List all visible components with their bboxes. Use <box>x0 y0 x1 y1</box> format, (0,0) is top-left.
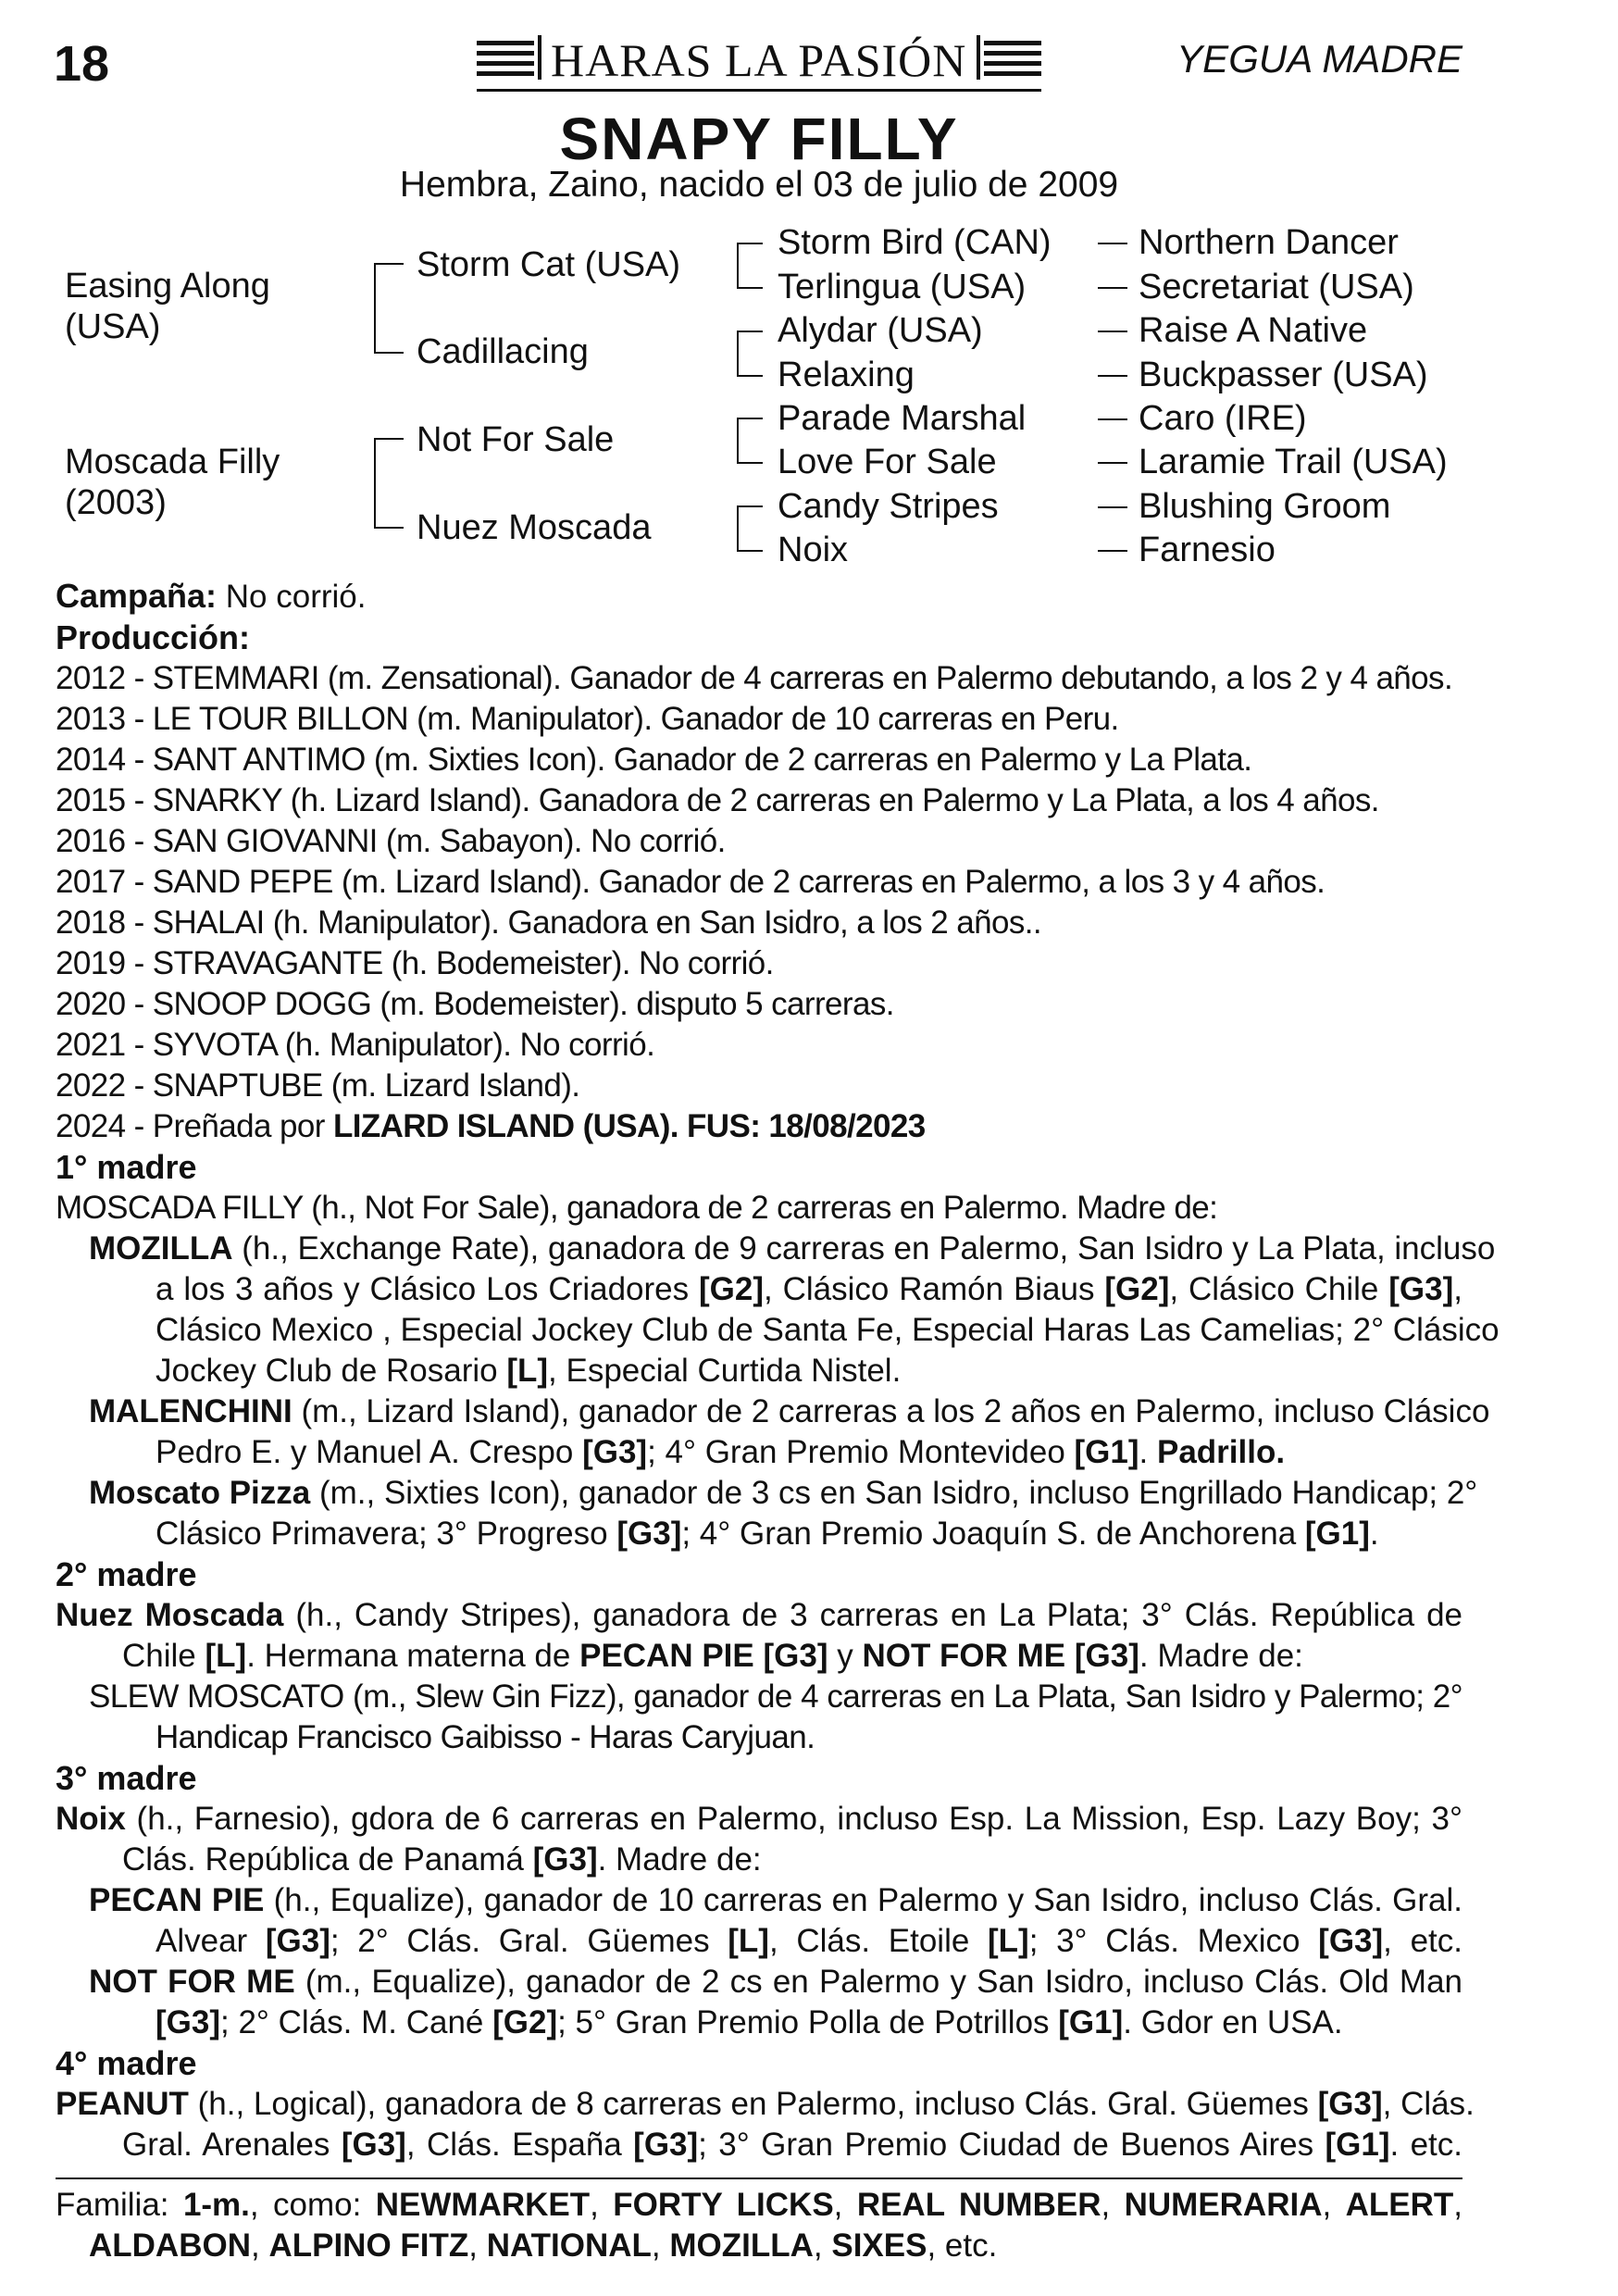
text: (m., Equalize), ganador de 2 cs en Palermo y San Isidro, incluso Clás. Old Man <box>294 1964 1462 2000</box>
dam4-line-1 <box>56 2084 1475 2125</box>
footer-rule <box>56 2177 1462 2179</box>
dam1-heading: 1° madre <box>56 1148 197 1186</box>
family-label: Familia: <box>56 2187 183 2223</box>
text: y <box>828 1638 863 1674</box>
pecan-line-1 <box>56 1880 1462 1921</box>
pedigree-gen3-4: Relaxing <box>778 356 915 394</box>
bracket-g3-4 <box>737 505 763 552</box>
text: Jockey Club de Rosario <box>156 1353 507 1389</box>
text: a los 3 años y Clásico Los Criadores <box>156 1271 699 1307</box>
text: (h., Candy Stripes), ganadora de 3 carreras en La Plata; 3° Clás. República de <box>283 1597 1463 1633</box>
nfm-name: NOT FOR ME <box>89 1964 295 2000</box>
family-name: FORTY LICKS <box>613 2187 834 2223</box>
production-item: 2019 - STRAVAGANTE (h. Bodemeister). No corrió. <box>56 945 774 981</box>
stallion-note: Padrillo. <box>1156 1434 1286 1470</box>
text: , <box>1322 2187 1346 2223</box>
family-name: REAL NUMBER <box>856 2187 1101 2223</box>
dash-g4-2 <box>1098 287 1127 289</box>
pecan-line-2 <box>56 1921 1462 1962</box>
dam4-name: PEANUT <box>56 2086 189 2122</box>
malenchini-name: MALENCHINI <box>89 1393 292 1429</box>
dam3-line-1 <box>56 1799 1462 1840</box>
malenchini-line-1 <box>56 1391 1490 1432</box>
pedigree-gen4-3: Raise A Native <box>1139 311 1368 350</box>
malenchini-line-2 <box>56 1432 1462 1473</box>
text: ; 2° Clás. Gral. Güemes <box>330 1923 728 1959</box>
body-text <box>56 576 1500 2165</box>
production-pregnant <box>56 1106 1462 1147</box>
brand-bar-left <box>538 35 541 80</box>
pedigree-gen3-6: Love For Sale <box>778 443 997 481</box>
pedigree-gen2-3: Not For Sale <box>417 420 615 459</box>
family-number: 1-m. <box>182 2187 250 2223</box>
family-name: ALDABON <box>89 2227 251 2264</box>
text: , etc. <box>1383 1923 1462 1959</box>
text: . Madre de: <box>1139 1638 1303 1674</box>
family-name: SIXES <box>831 2227 927 2264</box>
text: . Hermana materna de <box>246 1638 580 1674</box>
mozilla-line-2 <box>56 1269 1462 1310</box>
text: , <box>250 2227 269 2264</box>
text: ; 5° Gran Premio Polla de Potrillos <box>557 2004 1059 2040</box>
pedigree-gen4-5: Caro (IRE) <box>1139 399 1307 438</box>
dash-g4-4 <box>1098 375 1127 377</box>
family-name: NATIONAL <box>486 2227 652 2264</box>
production-item: 2022 - SNAPTUBE (m. Lizard Island). <box>56 1067 580 1104</box>
text: , <box>813 2227 832 2264</box>
production-item: 2018 - SHALAI (h. Manipulator). Ganadora en San Isidro, a los 2 años.. <box>56 905 1042 941</box>
text: , como: <box>249 2187 376 2223</box>
grade: [L] <box>988 1923 1029 1959</box>
text: , Especial Curtida Nistel. <box>548 1353 902 1389</box>
brand-name: HARAS LA PASIÓN <box>551 34 967 86</box>
text: (m., Sixties Icon), ganador de 3 cs en San Isidro, incluso Engrillado Handicap; 2° <box>310 1475 1478 1511</box>
dam3-name: Noix <box>56 1801 126 1837</box>
pedigree-gen4-6: Laramie Trail (USA) <box>1139 443 1448 481</box>
text: (h., Logical), ganadora de 8 carreras en Palermo, incluso Clás. Gral. Güemes <box>188 2086 1318 2122</box>
grade: [G3] <box>1388 1271 1454 1307</box>
dam3-line-2 <box>56 1840 1462 1880</box>
grade: [G3] <box>265 1923 330 1959</box>
grade: [L] <box>506 1353 549 1389</box>
grade: [G2] <box>1104 1271 1170 1307</box>
dam2-line-2 <box>56 1636 1462 1677</box>
grade: [G2] <box>699 1271 764 1307</box>
dam3-heading: 3° madre <box>56 1759 197 1797</box>
pedigree-sire: Easing Along <box>65 267 270 306</box>
grade: [G3] <box>341 2127 406 2163</box>
pedigree-gen4-4: Buckpasser (USA) <box>1139 356 1428 394</box>
category-label: YEGUA MADRE <box>1176 37 1462 81</box>
text: , <box>833 2187 857 2223</box>
dam2-line-1 <box>56 1595 1462 1636</box>
pedigree-gen2-4: Nuez Moscada <box>417 508 652 547</box>
family-name: ALPINO FITZ <box>268 2227 469 2264</box>
sibling-name: PECAN PIE [G3] <box>579 1638 828 1674</box>
pedigree-gen3-7: Candy Stripes <box>778 487 999 526</box>
pedigree-gen2-2: Cadillacing <box>417 332 589 371</box>
pizza-line-1 <box>56 1473 1478 1514</box>
text: ; 2° Clás. M. Cané <box>220 2004 493 2040</box>
pedigree-gen4-7: Blushing Groom <box>1139 487 1391 526</box>
text: , <box>468 2227 487 2264</box>
pregnant-detail: LIZARD ISLAND (USA). FUS: 18/08/2023 <box>332 1108 926 1144</box>
family-name: MOZILLA <box>669 2227 814 2264</box>
pedigree-gen3-8: Noix <box>778 530 849 569</box>
text: Pedro E. y Manuel A. Crespo <box>156 1434 583 1470</box>
grade: [G3] <box>616 1516 682 1552</box>
page-number: 18 <box>54 36 110 92</box>
brand-lines-right <box>984 41 1041 81</box>
grade: [L] <box>205 1638 247 1674</box>
text: , <box>651 2227 670 2264</box>
text: ; 3° Gran Premio Ciudad de Buenos Aires <box>698 2127 1326 2163</box>
pedigree-gen4-1: Northern Dancer <box>1139 223 1399 262</box>
nfm-line-2 <box>56 2003 1462 2043</box>
brand-underline <box>477 89 1041 92</box>
production-item: 2017 - SAND PEPE (m. Lizard Island). Ganador de 2 carreras en Palermo, a los 3 y 4 años. <box>56 864 1326 900</box>
pedigree-gen2-1: Storm Cat (USA) <box>417 245 681 284</box>
grade: [G3] <box>633 2127 699 2163</box>
grade: [G3] <box>156 2004 220 2040</box>
pedigree-sire-origin: (USA) <box>65 307 161 346</box>
mozilla-line-4 <box>56 1351 1462 1391</box>
text: . Madre de: <box>597 1841 762 1878</box>
pedigree-gen3-2: Terlingua (USA) <box>778 268 1027 306</box>
text: ; 4° Gran Premio Montevideo <box>647 1434 1075 1470</box>
dash-g4-8 <box>1098 550 1127 552</box>
pedigree-gen3-5: Parade Marshal <box>778 399 1027 438</box>
brand-bar-right <box>977 35 980 80</box>
text: , etc. <box>927 2227 998 2264</box>
mozilla-line-1 <box>56 1229 1496 1269</box>
pregnant-prefix: 2024 - Preñada por <box>56 1108 333 1144</box>
campaign-text: No corrió. <box>217 579 367 615</box>
bracket-sire <box>374 263 404 354</box>
pedigree-gen4-2: Secretariat (USA) <box>1139 268 1414 306</box>
dam2-name: Nuez Moscada <box>56 1597 284 1633</box>
production-item: 2013 - LE TOUR BILLON (m. Manipulator). Ganador de 10 carreras en Peru. <box>56 701 1119 737</box>
brand-lines-left <box>477 41 534 81</box>
campaign-label: Campaña: <box>56 577 218 615</box>
slew-line-1: SLEW MOSCATO (m., Slew Gin Fizz), ganador de 4 carreras en La Plata, San Isidro y Palermo; 2° <box>89 1678 1462 1715</box>
text: Alvear <box>156 1923 266 1959</box>
dam2-heading: 2° madre <box>56 1555 197 1593</box>
text: , Clásico Chile <box>1169 1271 1389 1307</box>
grade: [G1] <box>1304 1516 1370 1552</box>
grade: [G1] <box>1058 2004 1124 2040</box>
family-name: NEWMARKET <box>375 2187 591 2223</box>
text: . Gdor en USA. <box>1123 2004 1343 2040</box>
text: (m., Lizard Island), ganador de 2 carreras a los 2 años en Palermo, incluso Clásico <box>292 1393 1490 1429</box>
text: , Clás. <box>1382 2086 1475 2122</box>
text: Gral. Arenales <box>122 2127 342 2163</box>
production-item: 2015 - SNARKY (h. Lizard Island). Ganadora de 2 carreras en Palermo y La Plata, a los 4 años. <box>56 782 1379 818</box>
pizza-line-2 <box>56 1514 1462 1554</box>
dash-g4-6 <box>1098 462 1127 464</box>
text: (h., Equalize), ganador de 10 carreras en Palermo y San Isidro, incluso Clás. Gral. <box>264 1882 1462 1918</box>
dash-g4-5 <box>1098 418 1127 420</box>
sibling-name: NOT FOR ME [G3] <box>862 1638 1139 1674</box>
pizza-name: Moscato Pizza <box>89 1475 311 1511</box>
text: , Clásico Ramón Biaus <box>764 1271 1105 1307</box>
family-line-1: Familia: 1-m., como: NEWMARKET, FORTY LICKS, REAL NUMBER, NUMERARIA, ALERT, <box>56 2187 1463 2223</box>
grade: [G1] <box>1325 2127 1390 2163</box>
nfm-line-1 <box>56 1962 1462 2003</box>
family-block <box>56 2185 1462 2266</box>
text: . <box>1139 1434 1157 1470</box>
production-item: 2012 - STEMMARI (m. Zensational). Ganador de 4 carreras en Palermo debutando, a los 2 y 4 años. <box>56 660 1453 696</box>
grade: [G3] <box>532 1841 598 1878</box>
grade: [G1] <box>1074 1434 1139 1470</box>
text: , Clás. España <box>405 2127 634 2163</box>
horse-name: SNAPY FILLY <box>559 106 959 172</box>
pecan-name: PECAN PIE <box>89 1882 265 1918</box>
text: , <box>1453 1271 1462 1307</box>
production-item: 2021 - SYVOTA (h. Manipulator). No corrió. <box>56 1027 655 1063</box>
family-name: ALERT <box>1345 2187 1454 2223</box>
mozilla-name: MOZILLA <box>89 1230 233 1267</box>
horse-subtitle: Hembra, Zaino, nacido el 03 de julio de 2009 <box>399 165 1119 205</box>
family-name: NUMERARIA <box>1124 2187 1323 2223</box>
grade: [L] <box>728 1923 769 1959</box>
brand-logo <box>477 31 1041 96</box>
dam1-intro: MOSCADA FILLY (h., Not For Sale), ganadora de 2 carreras en Palermo. Madre de: <box>56 1190 1218 1226</box>
grade: [G3] <box>1318 1923 1384 1959</box>
production-item: 2014 - SANT ANTIMO (m. Sixties Icon). Ganador de 2 carreras en Palermo y La Plata. <box>56 742 1252 778</box>
text: Clás. República de Panamá <box>122 1841 533 1878</box>
dam4-line-2 <box>56 2125 1462 2165</box>
pedigree-dam: Moscada Filly <box>65 443 280 481</box>
text: Clásico Primavera; 3° Progreso <box>156 1516 617 1552</box>
family-line-2 <box>56 2226 1462 2266</box>
grade: [G3] <box>1317 2086 1383 2122</box>
pedigree-dam-year: (2003) <box>65 483 167 522</box>
text: , <box>1101 2187 1125 2223</box>
text: ; 4° Gran Premio Joaquín S. de Anchorena <box>681 1516 1305 1552</box>
slew-line-2: Handicap Francisco Gaibisso - Haras Caryjuan. <box>156 1719 815 1755</box>
text: . etc. <box>1389 2127 1463 2163</box>
text: , <box>590 2187 614 2223</box>
text: Chile <box>122 1638 205 1674</box>
dash-g4-7 <box>1098 506 1127 508</box>
mozilla-line-3: Clásico Mexico , Especial Jockey Club de Santa Fe, Especial Haras Las Camelias; 2° Clásico <box>156 1312 1500 1348</box>
grade: [G2] <box>492 2004 558 2040</box>
pedigree-gen4-8: Farnesio <box>1139 530 1276 569</box>
production-item: 2016 - SAN GIOVANNI (m. Sabayon). No corrió. <box>56 823 726 859</box>
bracket-dam <box>374 438 404 529</box>
production-item: 2020 - SNOOP DOGG (m. Bodemeister). disputo 5 carreras. <box>56 986 894 1022</box>
production-label: Producción: <box>56 618 251 656</box>
dash-g4-3 <box>1098 331 1127 332</box>
text: ; 3° Clás. Mexico <box>1028 1923 1319 1959</box>
bracket-g3-2 <box>737 331 763 377</box>
bracket-g3-1 <box>737 243 763 289</box>
text: (h., Farnesio), gdora de 6 carreras en Palermo, incluso Esp. La Mission, Esp. Lazy Boy; 3° <box>125 1801 1462 1837</box>
campaign-line <box>56 576 1462 618</box>
bracket-g3-3 <box>737 418 763 464</box>
grade: [G3] <box>582 1434 648 1470</box>
mozilla-text: (h., Exchange Rate), ganadora de 9 carreras en Palermo, San Isidro y La Plata, incluso <box>232 1230 1496 1267</box>
text: , Clás. Etoile <box>768 1923 988 1959</box>
pedigree-gen3-1: Storm Bird (CAN) <box>778 223 1052 262</box>
dam4-heading: 4° madre <box>56 2044 197 2082</box>
dash-g4-1 <box>1098 243 1127 244</box>
pedigree-gen3-3: Alydar (USA) <box>778 311 983 350</box>
text: . <box>1369 1516 1379 1552</box>
